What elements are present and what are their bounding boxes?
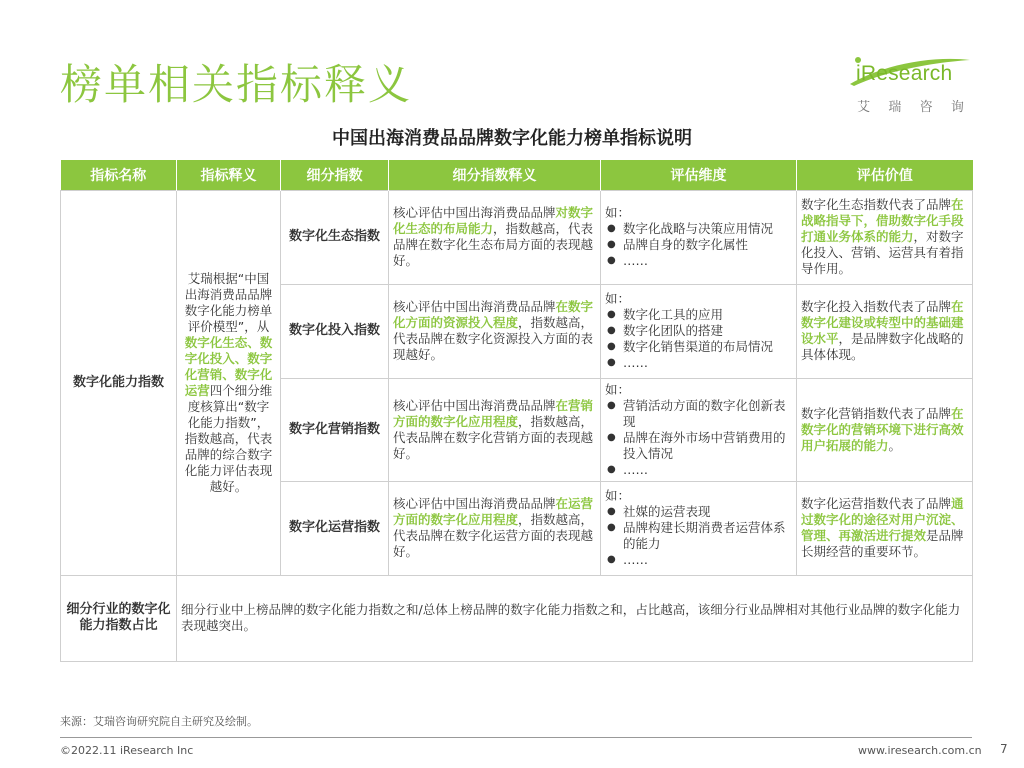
dimension-item: ● 营销活动方面的数字化创新表现 — [605, 398, 792, 430]
definition-text: ，指数越高，代表品牌在数字化运营方面的表现越好。 — [393, 512, 594, 559]
dimension-item: ● 数字化团队的搭建 — [605, 323, 792, 339]
definition-highlight: 在运营方面的数字化应用程度 — [393, 496, 594, 527]
evaluation-dimensions — [601, 378, 797, 481]
dimension-item: ● 品牌在海外市场中营销费用的投入情况 — [605, 430, 792, 462]
definition-text: ，指数越高，代表品牌在数字化生态布局方面的表现越好。 — [393, 221, 594, 268]
sub-index-name: 数字化投入指数 — [281, 284, 389, 378]
indicator-definition-text: 艾瑞根据“中国出海消费品品牌数字化能力榜单评价模型”，从 — [184, 270, 273, 334]
logo-cn — [848, 96, 973, 115]
column-header: 评估维度 — [601, 160, 797, 190]
definition-highlight: 在数字化方面的资源投入程度 — [393, 299, 594, 330]
evaluation-dimensions — [601, 284, 797, 378]
value-text: 数字化生态指数代表了品牌 — [801, 197, 952, 212]
column-header: 指标释义 — [177, 160, 281, 190]
evaluation-value — [797, 284, 973, 378]
table-row — [61, 190, 973, 284]
value-highlight: 在数字化的营销环境下进行高效用户拓展的能力 — [801, 405, 964, 453]
logo-wordmark: iResearch — [856, 62, 953, 85]
dimension-item: ● 社媒的运营表现 — [605, 504, 792, 520]
indicator-definition — [177, 190, 281, 575]
evaluation-value — [797, 481, 973, 575]
definition-highlight: 对数字化生态的布局能力 — [393, 205, 594, 236]
dimension-item: ● 数字化工具的应用 — [605, 307, 792, 323]
dimension-list — [605, 398, 792, 478]
source-note: 来源：艾瑞咨询研究院自主研究及绘制。 — [60, 715, 258, 728]
sub-index-definition — [389, 190, 601, 284]
dimension-list — [605, 504, 792, 568]
footer-copyright: ©2022.11 iResearch Inc — [60, 744, 194, 757]
value-text: 。 — [888, 437, 902, 453]
definition-text: ，指数越高，代表品牌在数字化营销方面的表现越好。 — [393, 413, 594, 461]
table-row — [61, 575, 973, 661]
indicator-name: 数字化能力指数 — [61, 190, 177, 575]
iresearch-logo — [848, 54, 973, 114]
dimension-item: ● 数字化销售渠道的布局情况 — [605, 339, 792, 355]
column-header: 评估价值 — [797, 160, 973, 190]
sub-index-definition — [389, 481, 601, 575]
definition-highlight: 在营销方面的数字化应用程度 — [393, 397, 594, 429]
column-header: 细分指数释义 — [389, 160, 601, 190]
share-indicator-definition: 细分行业中上榜品牌的数字化能力指数之和/总体上榜品牌的数字化能力指数之和，占比越高，该细分行业品牌相对其他行业品牌的数字化能力表现越突出。 — [177, 575, 973, 661]
value-highlight: 在战略指导下，借助数字化手段打通业务体系的能力 — [801, 197, 964, 244]
sub-index-definition — [389, 284, 601, 378]
dimension-item: ● 数字化战略与决策应用情况 — [605, 221, 792, 237]
logo-cn-char: 询 — [950, 100, 964, 115]
value-text: 数字化投入指数代表了品牌 — [801, 299, 952, 314]
evaluation-value — [797, 378, 973, 481]
definition-text: 核心评估中国出海消费品品牌 — [393, 299, 556, 314]
dimension-intro: 如： — [605, 381, 631, 397]
table-header-row — [61, 160, 973, 190]
indicator-definition-highlight: 数字化生态、数字化投入、数字化营销、数字化运营 — [184, 334, 273, 398]
evaluation-value — [797, 190, 973, 284]
value-text: ，对数字化投入、营销、运营具有着指导作用。 — [801, 229, 964, 276]
column-header: 细分指数 — [281, 160, 389, 190]
value-text: 是品牌长期经营的重要环节。 — [801, 528, 964, 559]
logo-cn-char: 艾 — [857, 100, 871, 115]
value-text: 数字化运营指数代表了品牌 — [801, 496, 952, 511]
dimension-item: ● …… — [605, 355, 792, 371]
share-indicator-name: 细分行业的数字化能力指数占比 — [61, 575, 177, 661]
dimension-item: ● 品牌构建长期消费者运营体系的能力 — [605, 520, 792, 552]
logo-cn-char: 瑞 — [888, 100, 902, 115]
page-number: 7 — [1000, 742, 1008, 756]
dimension-intro: 如： — [605, 205, 631, 220]
dimension-list — [605, 221, 792, 269]
evaluation-dimensions — [601, 190, 797, 284]
definition-text: ，指数越高，代表品牌在数字化资源投入方面的表现越好。 — [393, 315, 594, 362]
dimension-item: ● …… — [605, 552, 792, 568]
sub-index-name: 数字化生态指数 — [281, 190, 389, 284]
dimension-item: ● 品牌自身的数字化属性 — [605, 237, 792, 253]
column-header: 指标名称 — [61, 160, 177, 190]
value-text: 数字化营销指数代表了品牌 — [801, 405, 952, 421]
dimension-intro: 如： — [605, 291, 631, 306]
sub-index-name: 数字化营销指数 — [281, 378, 389, 481]
dimension-item: ● …… — [605, 462, 792, 478]
definition-text: 核心评估中国出海消费品品牌 — [393, 205, 556, 220]
indicator-table — [60, 160, 973, 662]
dimension-list — [605, 307, 792, 371]
evaluation-dimensions — [601, 481, 797, 575]
footer-divider — [60, 737, 972, 738]
footer-website: www.iresearch.com.cn — [858, 744, 982, 757]
table-title: 中国出海消费品品牌数字化能力榜单指标说明 — [332, 128, 692, 149]
definition-text: 核心评估中国出海消费品品牌 — [393, 397, 556, 413]
definition-text: 核心评估中国出海消费品品牌 — [393, 496, 556, 511]
logo-cn-char: 咨 — [919, 100, 933, 115]
sub-index-name: 数字化运营指数 — [281, 481, 389, 575]
dimension-intro: 如： — [605, 488, 631, 503]
value-text: ，是品牌数字化战略的具体体现。 — [801, 331, 964, 362]
dimension-item: ● …… — [605, 253, 792, 269]
value-highlight: 通过数字化的途径对用户沉淀、管理、再激活进行提效 — [801, 496, 964, 543]
page-title: 榜单相关指标释义 — [60, 60, 413, 109]
value-highlight: 在数字化建设或转型中的基础建设水平 — [801, 299, 964, 346]
indicator-definition-text: 四个细分维度核算出“数字化能力指数”，指数越高，代表品牌的综合数字化能力评估表现越好。 — [184, 382, 273, 494]
sub-index-definition — [389, 378, 601, 481]
